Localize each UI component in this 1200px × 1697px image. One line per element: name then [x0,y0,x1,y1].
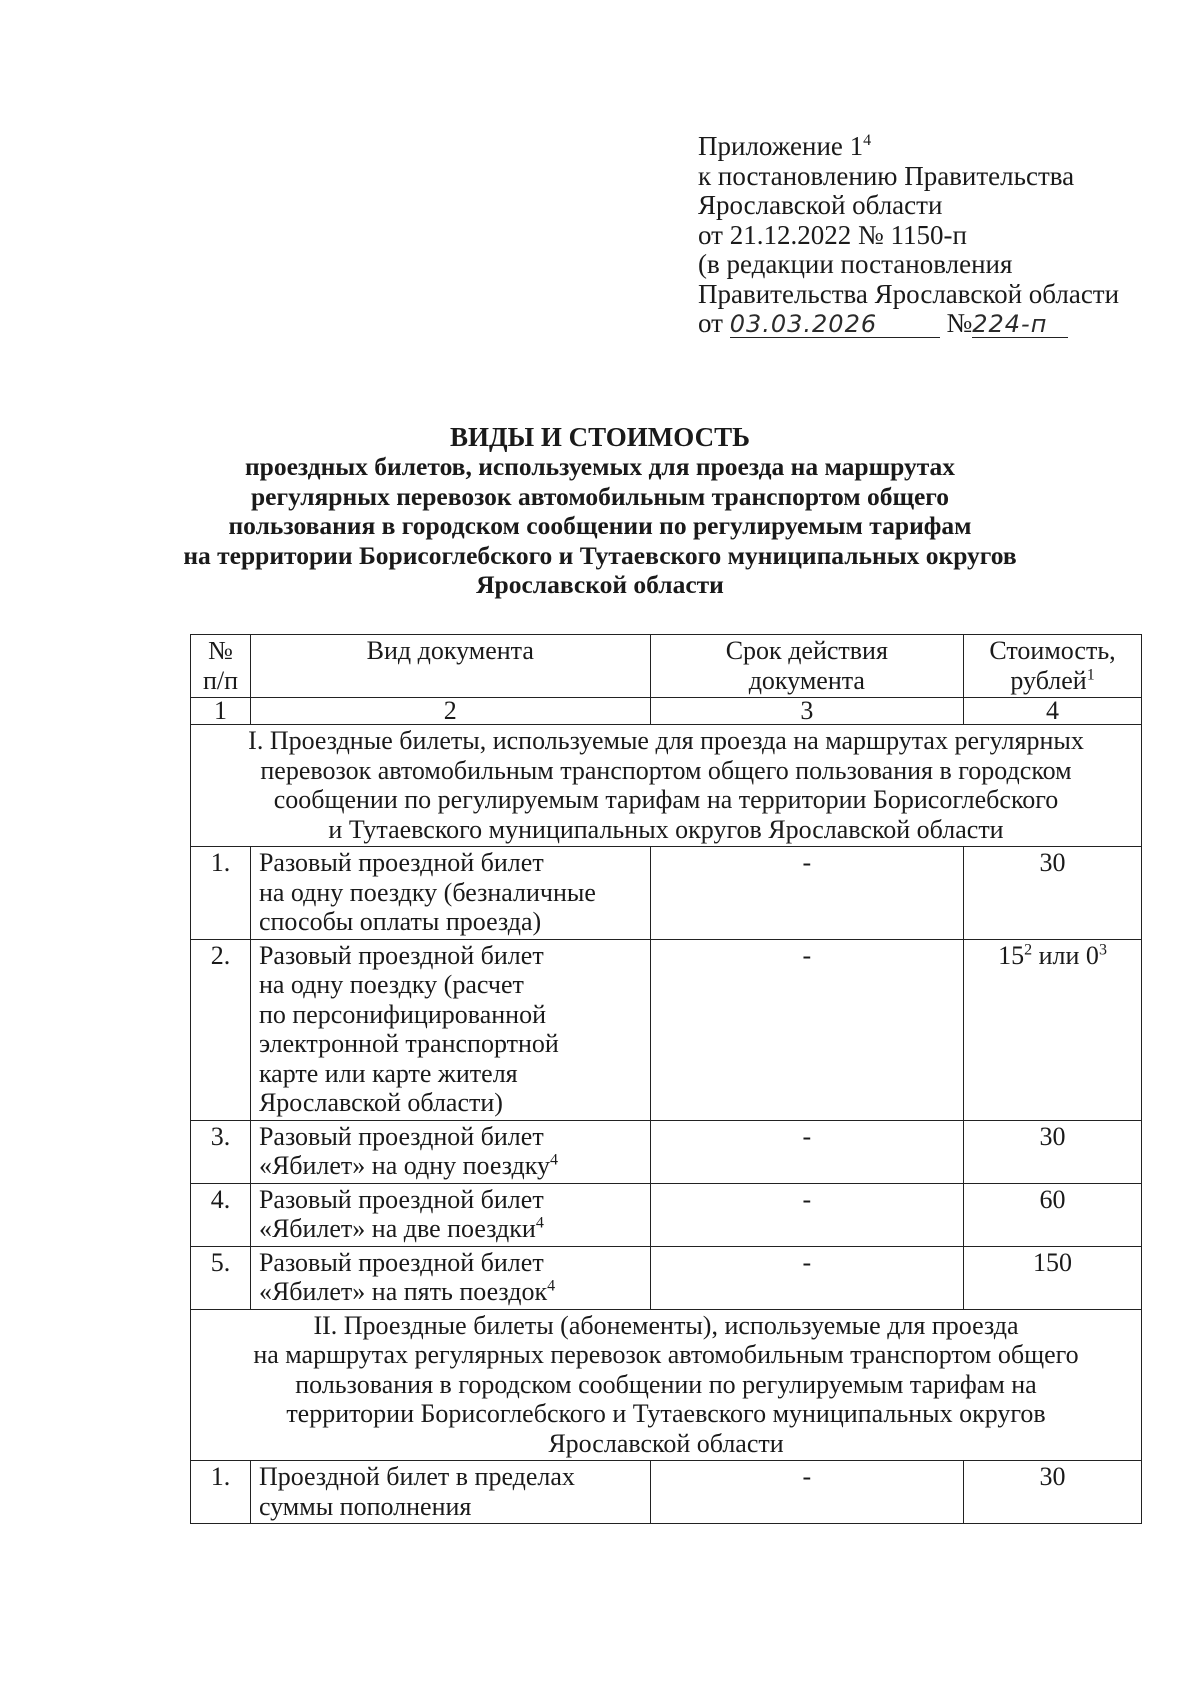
row-doc-type: Разовый проездной билет «Ябилет» на две поездки$^4$ [250,1183,650,1246]
appendix-line: к постановлению Правительства [698,160,1075,191]
table-row [191,1120,1142,1183]
tariff-table [190,634,1142,1524]
title-subtitle-line: на территории Борисоглебского и Тутаевского муниципальных округов [183,540,1017,570]
footnote-mark: 2 [1024,940,1033,958]
index-cell: 1 [191,698,251,725]
table-row [191,1183,1142,1246]
table-header-row [191,635,1142,698]
handwritten-number: 224-п [972,310,1048,338]
row-num: 4. [191,1183,251,1246]
row-validity: - [650,939,964,1120]
footnote-mark: 4 [535,1214,544,1232]
footnote-mark: 1 [1086,665,1095,683]
date-blank [730,310,940,338]
row-doc-type: Разовый проездной билет «Ябилет» на одну поездку$^4$ [250,1120,650,1183]
row-num: 5. [191,1246,251,1309]
row-num: 3. [191,1120,251,1183]
appendix-block [698,132,1119,339]
appendix-date-line [698,309,1119,339]
row-validity: - [650,1183,964,1246]
table-index-row [191,698,1142,725]
row-validity: - [650,1461,964,1524]
appendix-line: Ярославской области [698,190,943,220]
row-doc-type: Разовый проездной билет на одну поездку (расчет по персонифицированной электронной транспортной карте или карте жителя Ярославской области) [250,939,650,1120]
row-doc-type: Проездной билет в пределах суммы пополнения [250,1461,650,1524]
row-num: 1. [191,847,251,940]
index-cell: 4 [964,698,1142,725]
footnote-mark: 4 [550,1151,559,1169]
header-doc-type: Вид документа [250,635,650,698]
section-heading-row [191,725,1142,847]
document-title [150,422,1050,600]
title-subtitle-line: проездных билетов, используемых для проезда на маршрутах [244,452,956,481]
row-validity: - [650,1246,964,1309]
number-blank [972,310,1068,338]
section-heading-row [191,1309,1142,1461]
row-cost: 30 [964,1120,1142,1183]
title-subtitle-line: регулярных перевозок автомобильным транспортом общего [251,481,949,511]
number-prefix: № [946,308,973,338]
header-num: № п/п [191,635,251,698]
section-1-heading: I. Проездные билеты, используемые для проезда на маршрутах регулярных перевозок автомобильным транспортом общего пользования в городском сообщении по регулируемым тарифам на территории Борисоглебского и Тутаевского муниципальных округов Ярославской области [191,725,1142,847]
date-prefix: от [698,308,723,338]
appendix-line: Правительства Ярославской области [698,278,1120,309]
appendix-line: Приложение $1^4$ [698,131,872,161]
title-subtitle-line: пользования в городском сообщении по регулируемым тарифам [228,511,972,540]
title-main: ВИДЫ И СТОИМОСТЬ [450,422,750,452]
row-cost: 30 [964,1461,1142,1524]
table-row [191,847,1142,940]
table-row [191,939,1142,1120]
section-2-heading: II. Проездные билеты (абонементы), используемые для проезда на маршрутах регулярных перевозок автомобильным транспортом общего пользования в городском сообщении по регулируемым тарифам на территории Борисоглебского и Тутаевского муниципальных округов Ярославской области [191,1309,1142,1461]
index-cell: 2 [250,698,650,725]
index-cell: 3 [650,698,964,725]
row-doc-type: Разовый проездной билет «Ябилет» на пять поездок$^4$ [250,1246,650,1309]
row-validity: - [650,847,964,940]
row-cost: 60 [964,1183,1142,1246]
row-num: 1. [191,1461,251,1524]
appendix-line: от 21.12.2022 № 1150-п [698,219,967,250]
header-validity: Срок действия документа [650,635,964,698]
handwritten-date: 03.03.2026 [729,310,878,338]
row-num: 2. [191,939,251,1120]
header-cost: Стоимость, рублей$^1$ [964,635,1142,698]
title-subtitle-line: Ярославской области [476,570,724,599]
footnote-mark: 3 [1098,940,1107,958]
footnote-mark: 4 [863,132,872,149]
footnote-mark: 4 [547,1277,556,1295]
row-cost: 150 [964,1246,1142,1309]
row-doc-type: Разовый проездной билет на одну поездку (безналичные способы оплаты проезда) [250,847,650,940]
row-cost: 30 [964,847,1142,940]
appendix-line: (в редакции постановления [698,249,1013,279]
row-validity: - [650,1120,964,1183]
table-row [191,1461,1142,1524]
table-row [191,1246,1142,1309]
row-cost: $15^2$ или $0^3$ [964,939,1142,1120]
